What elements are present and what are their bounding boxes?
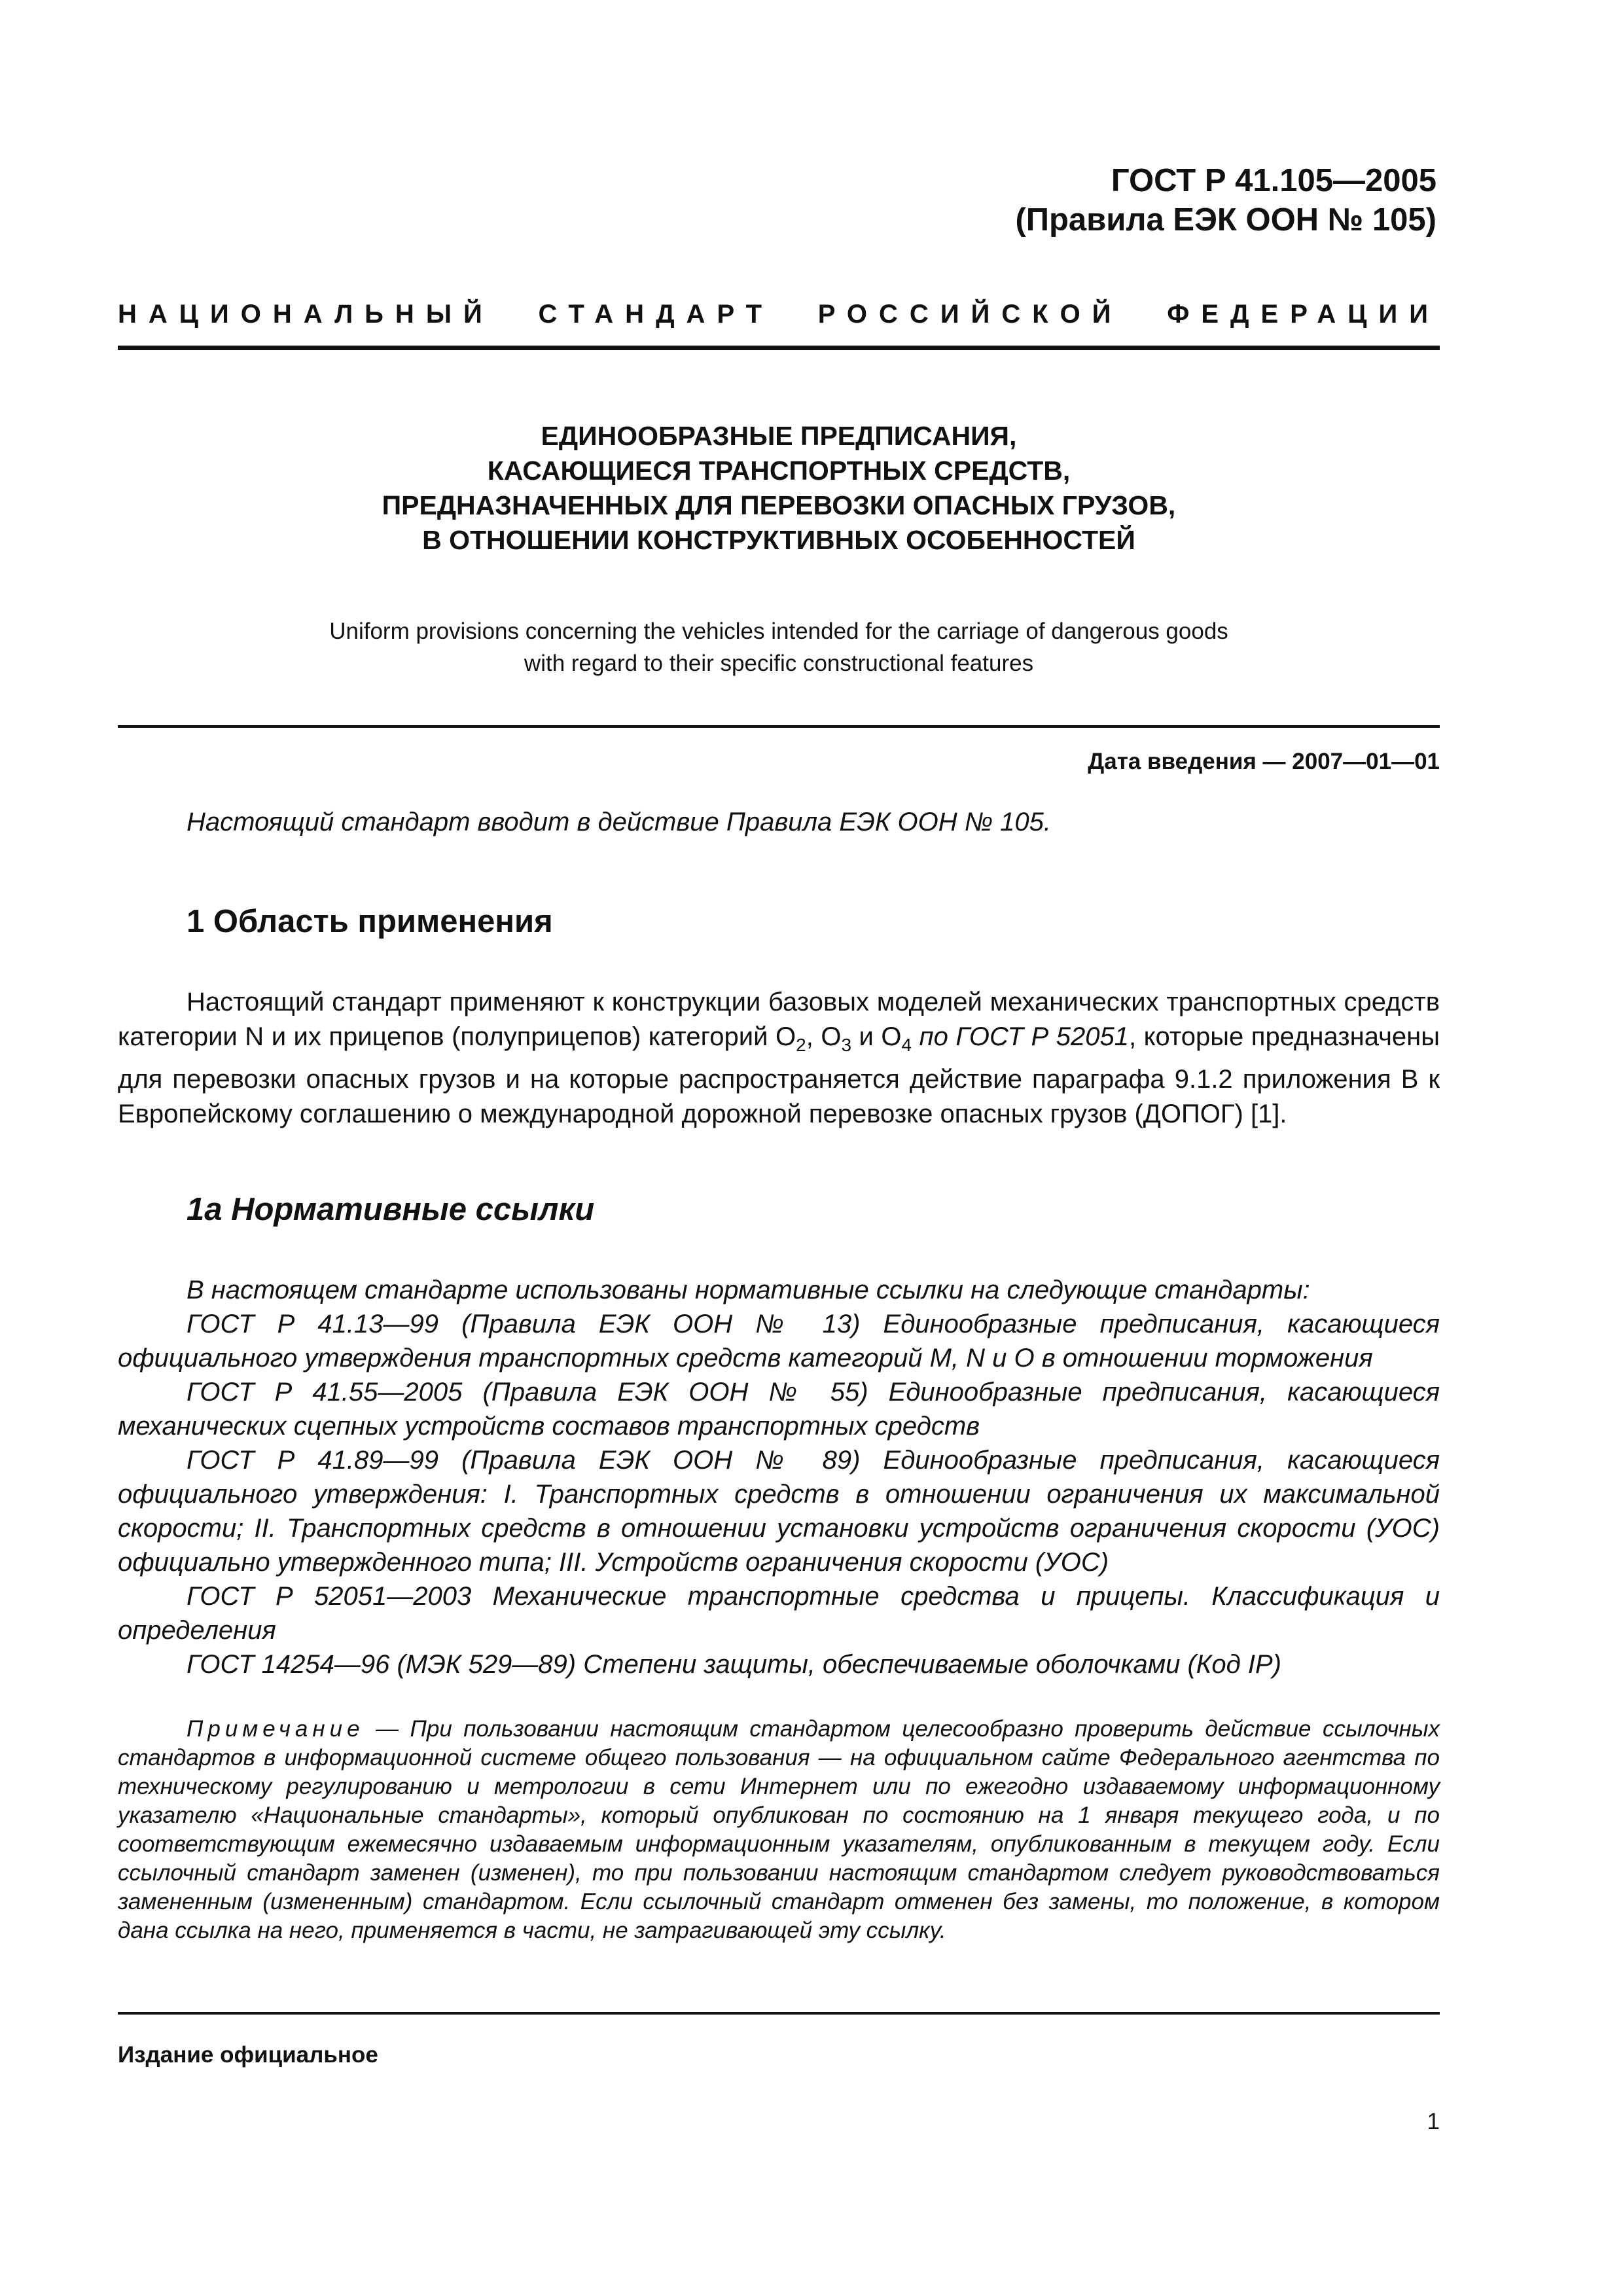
doc-number: ГОСТ Р 41.105—2005	[1111, 163, 1436, 198]
title-line: КАСАЮЩИЕСЯ ТРАНСПОРТНЫХ СРЕДСТВ,	[487, 456, 1071, 486]
section-1a-heading: 1а Нормативные ссылки	[187, 1192, 595, 1227]
note-label: Примечание	[187, 1716, 365, 1742]
reference-item: ГОСТ Р 41.89—99 (Правила ЕЭК ООН № 89) Единообразные предписания, касающиеся официального утверждения: I. Транспортных средств в отношении ограничения их максимальной скорости; II. Транспортных средств в отношении установки устройств ограничения скорости (УОС) официально утвержденного типа; III. Устройств ограничения скорости (УОС)	[118, 1446, 1440, 1577]
title-line: ПРЕДНАЗНАЧЕННЫХ ДЛЯ ПЕРЕВОЗКИ ОПАСНЫХ ГРУЗОВ,	[382, 490, 1176, 520]
rules-reference: (Правила ЕЭК ООН № 105)	[1015, 202, 1436, 238]
banner-word: СТАНДАРТ	[538, 300, 774, 329]
references-block	[118, 1273, 1440, 1681]
date-of-introduction: Дата введения — 2007—01—01	[1088, 749, 1440, 774]
document-title	[118, 419, 1440, 558]
reference-item: ГОСТ Р 52051—2003 Механические транспортные средства и прицепы. Классификация и определения	[118, 1582, 1440, 1645]
intro-statement: Настоящий стандарт вводит в действие Правила ЕЭК ООН № 105.	[187, 808, 1052, 836]
reference-item: ГОСТ Р 41.55—2005 (Правила ЕЭК ООН № 55) Единообразные предписания, касающиеся механических сцепных устройств составов транспортных средств	[118, 1378, 1440, 1441]
banner-word: РОССИЙСКОЙ	[817, 300, 1123, 329]
title-line: ЕДИНООБРАЗНЫЕ ПРЕДПИСАНИЯ,	[541, 421, 1017, 451]
references-intro: В настоящем стандарте использованы нормативные ссылки на следующие стандарты:	[187, 1276, 1310, 1304]
banner-word: НАЦИОНАЛЬНЫЙ	[118, 300, 494, 329]
edition-label: Издание официальное	[118, 2042, 378, 2068]
english-title-line: with regard to their specific constructional features	[524, 651, 1034, 676]
reference-item: ГОСТ Р 41.13—99 (Правила ЕЭК ООН № 13) Единообразные предписания, касающиеся официального утверждения транспортных средств категорий M, N и O в отношении торможения	[118, 1310, 1440, 1372]
banner-word: ФЕДЕРАЦИИ	[1167, 300, 1440, 329]
footer-divider	[118, 2012, 1440, 2015]
section-1-heading: 1 Область применения	[187, 904, 553, 939]
reference-item: ГОСТ 14254—96 (МЭК 529—89) Степени защиты, обеспечиваемые оболочками (Код IP)	[187, 1650, 1281, 1679]
note-block	[118, 1715, 1440, 1945]
title-line: В ОТНОШЕНИИ КОНСТРУКТИВНЫХ ОСОБЕННОСТЕЙ	[422, 525, 1135, 555]
page-number: 1	[1427, 2109, 1440, 2134]
header-divider	[118, 346, 1440, 350]
section-1-paragraph: Настоящий стандарт применяют к конструкции базовых моделей механических транспортных средств категории N и их прицепов (полуприцепов) категорий $O_2$, $O_3$ и $O_4$ по ГОСТ Р 52051, которые предназначены для перевозки опасных грузов и на которые распространяется действие параграфа 9.1.2 приложения B к Европейскому соглашению о международной дорожной перевозке опасных грузов (ДОПОГ) [1].	[118, 988, 1440, 1128]
english-title	[118, 615, 1440, 679]
title-divider	[118, 725, 1440, 728]
national-standard-banner	[118, 300, 1440, 329]
english-title-line: Uniform provisions concerning the vehicles intended for the carriage of dangerous goods	[329, 619, 1228, 644]
note-text: — При пользовании настоящим стандартом целесообразно проверить действие ссылочных стандартов в информационной системе общего пользования — на официальном сайте Федерального агентства по техническому регулированию и метрологии в сети Интернет или по ежегодно издаваемому информационному указателю «Национальные стандарты», который опубликован по состоянию на 1 января текущего года, и по соответствующим ежемесячно издаваемым информационным указателям, опубликованным в текущем году. Если ссылочный стандарт заменен (изменен), то при пользовании настоящим стандартом следует руководствоваться замененным (измененным) стандартом. Если ссылочный стандарт отменен без замены, то положение, в котором дана ссылка на него, применяется в части, не затрагивающей эту ссылку.	[118, 1716, 1440, 1943]
